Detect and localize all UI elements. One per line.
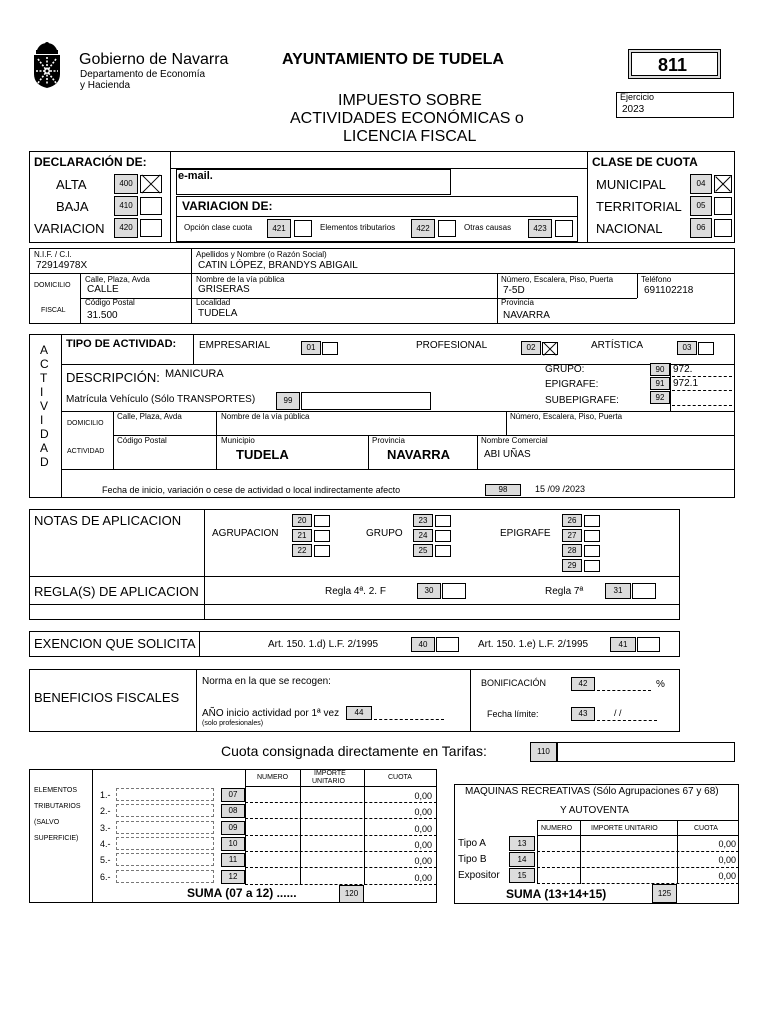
tipo-actividad-label: TIPO DE ACTIVIDAD: (66, 338, 177, 350)
ejercicio-label: Ejercicio (620, 92, 655, 102)
tax-title-line2: ACTIVIDADES ECONÓMICAS o (290, 110, 524, 127)
elem-row-desc-field[interactable] (116, 788, 214, 801)
nacional-checkbox[interactable] (714, 219, 732, 237)
declaracion-title: DECLARACIÓN DE: (34, 155, 147, 169)
fiscal-label: FISCAL (41, 307, 66, 314)
epigrafe-notas-checkbox[interactable] (584, 545, 600, 557)
cp-value[interactable]: 31.500 (87, 310, 118, 321)
provincia-label: Provincia (501, 298, 534, 307)
maq-row-code: 14 (509, 852, 535, 867)
regla4-label: Regla 4ª. 2. F (325, 586, 386, 597)
territorial-checkbox[interactable] (714, 197, 732, 215)
act-municipio-label: Municipio (221, 436, 255, 445)
baja-code: 410 (114, 196, 138, 216)
regla4-field[interactable] (442, 583, 466, 599)
elem-row-number: 5.- (100, 855, 111, 866)
maq-row-cuota[interactable]: 0,00 (718, 839, 736, 849)
fecha-limite-label: Fecha límite: (487, 709, 539, 719)
act-domicilio-label: DOMICILIO (67, 420, 104, 427)
epigrafe-notas-code: 28 (562, 544, 582, 557)
maq-row-line (537, 883, 739, 884)
otras-causas-checkbox[interactable] (555, 220, 573, 237)
variacion-checkbox[interactable] (140, 219, 162, 237)
agrupacion-checkbox[interactable] (314, 530, 330, 542)
epigrafe-label: EPIGRAFE: (545, 379, 599, 390)
regla7-field[interactable] (632, 583, 656, 599)
maq-row-cuota[interactable]: 0,00 (718, 871, 736, 881)
pct-sign: % (656, 679, 665, 690)
maq-col-cuota: CUOTA (694, 825, 718, 832)
actividad-vertical-letter: I (40, 413, 44, 427)
elem-row-number: 3.- (100, 822, 111, 833)
profesional-checkbox[interactable] (542, 342, 558, 355)
municipal-label: MUNICIPAL (596, 177, 666, 192)
tax-title-line1: IMPUESTO SOBRE (338, 92, 482, 109)
regla7-code: 31 (605, 583, 631, 599)
elem-row-number: 4.- (100, 838, 111, 849)
reglas-title: REGLA(S) DE APLICACION (34, 584, 199, 599)
subepigrafe-code: 92 (650, 391, 670, 404)
grupo-notas-label: GRUPO (366, 528, 403, 539)
agrupacion-checkbox[interactable] (314, 515, 330, 527)
nacional-label: NACIONAL (596, 221, 663, 236)
elem-suma-label: SUMA (07 a 12) ...... (187, 886, 297, 900)
empresarial-label: EMPRESARIAL (199, 340, 271, 351)
elem-row-desc-field[interactable] (116, 870, 214, 883)
baja-checkbox[interactable] (140, 197, 162, 215)
localidad-value[interactable]: TUDELA (198, 308, 238, 319)
elem-row-cuota[interactable]: 0,00 (414, 807, 432, 818)
maq-row-cuota[interactable]: 0,00 (718, 855, 736, 865)
territorial-code: 05 (690, 196, 712, 216)
baja-label: BAJA (56, 199, 89, 214)
act-municipio-value[interactable]: TUDELA (236, 447, 289, 462)
elementos-side-label: TRIBUTARIOS (34, 803, 81, 810)
exencion-title: EXENCION QUE SOLICITA (34, 636, 196, 651)
calle-label: Calle, Plaza, Avda (85, 275, 150, 284)
solo-profesionales-label: (solo profesionales) (202, 720, 264, 727)
notas-title: NOTAS DE APLICACION (34, 513, 182, 528)
norma-label: Norma en la que se recogen: (202, 676, 331, 687)
domicilio-fiscal-label: DOMICILIO (34, 282, 71, 289)
gov-name: Gobierno de Navarra (79, 51, 229, 68)
grupo-code: 90 (650, 363, 670, 376)
matricula-label: Matrícula Vehículo (Sólo TRANSPORTES) (66, 394, 256, 405)
fecha-inicio-value[interactable]: 15 /09 /2023 (535, 484, 586, 494)
act-provincia-value[interactable]: NAVARRA (387, 447, 451, 462)
opcion-clase-label: Opción clase cuota (184, 223, 253, 232)
fecha-inicio-label: Fecha de inicio, variación o cese de actividad o local indirectamente afecto (102, 485, 401, 495)
elem-col-importe2: UNITARIO (312, 778, 345, 785)
model-number: 811 (658, 55, 688, 75)
elementos-side-label: ELEMENTOS (34, 787, 78, 794)
grupo-value[interactable]: 972. (673, 364, 693, 375)
cuota-tarifas-label: Cuota consignada directamente en Tarifas: (221, 743, 487, 759)
epigrafe-value[interactable]: 972.1 (673, 378, 699, 389)
maq-suma-label: SUMA (13+14+15) (506, 887, 607, 901)
elem-row-desc-field[interactable] (116, 821, 214, 834)
nombre-label: Apellidos y Nombre (o Razón Social) (196, 250, 327, 259)
bonificacion-code: 42 (571, 677, 595, 691)
elem-row-code: 12 (221, 870, 245, 884)
act-numero-label: Número, Escalera, Piso, Puerta (510, 412, 623, 421)
elementos-side-label: (SALVO (34, 819, 60, 826)
cuota-tarifas-field[interactable] (557, 742, 735, 762)
grupo-notas-checkbox[interactable] (435, 545, 451, 557)
via-value[interactable]: GRISERAS (198, 284, 250, 295)
actividad-vertical-letter: C (40, 357, 49, 371)
nombre-comercial-value[interactable]: ABI UÑAS (484, 449, 531, 460)
art2-code: 41 (610, 637, 636, 652)
opcion-clase-code: 421 (267, 219, 291, 238)
opcion-clase-checkbox[interactable] (294, 220, 312, 237)
elem-row-code: 07 (221, 788, 245, 802)
maq-row-line (537, 867, 739, 868)
agrupacion-code: 20 (292, 514, 312, 527)
art1-label: Art. 150. 1.d) L.F. 2/1995 (268, 639, 379, 650)
elem-col-cuota: CUOTA (388, 774, 412, 781)
elementos-label: Elementos tributarios (320, 223, 396, 232)
elem-row-cuota[interactable]: 0,00 (414, 823, 432, 834)
numero-value[interactable]: 7-5D (503, 285, 525, 296)
regla7-label: Regla 7ª (545, 586, 584, 597)
maq-row-code: 15 (509, 868, 535, 883)
artistica-label: ARTÍSTICA (591, 340, 644, 351)
cuota-tarifas-code: 110 (530, 742, 557, 762)
actividad-vertical-letter: T (40, 371, 48, 385)
elem-row-line (245, 835, 437, 836)
ayuntamiento-title: AYUNTAMIENTO DE TUDELA (282, 51, 504, 68)
numero-label: Número, Escalera, Piso, Puerta (501, 275, 614, 284)
ejercicio-value: 2023 (622, 104, 645, 115)
fecha-inicio-code: 98 (485, 484, 521, 496)
grupo-notas-code: 24 (413, 529, 433, 542)
maq-suma-code: 125 (652, 884, 677, 903)
variacion-code: 420 (114, 218, 138, 238)
epigrafe-code: 91 (650, 377, 670, 390)
epigrafe-notas-label: EPIGRAFE (500, 528, 551, 539)
elem-suma-code: 120 (339, 885, 364, 903)
nombre-value[interactable]: CATIN LÓPEZ, BRANDYS ABIGAIL (198, 260, 358, 271)
elementos-code: 422 (411, 219, 435, 238)
art2-label: Art. 150. 1.e) L.F. 2/1995 (478, 639, 589, 650)
elem-row-code: 10 (221, 837, 245, 851)
email-label: e-mail. (178, 170, 213, 182)
grupo-notas-code: 25 (413, 544, 433, 557)
navarra-coat-of-arms-icon (30, 40, 64, 90)
maq-row-line (537, 851, 739, 852)
maq-row-label: Tipo B (458, 854, 487, 865)
elem-row-line (245, 867, 437, 868)
telefono-label: Teléfono (641, 275, 672, 284)
act-cp-label: Código Postal (117, 436, 167, 445)
municipal-code: 04 (690, 174, 712, 194)
elem-row-desc-field[interactable] (116, 804, 214, 817)
art2-checkbox[interactable] (637, 637, 660, 652)
cp-label: Código Postal (85, 298, 135, 307)
art1-code: 40 (411, 637, 435, 652)
localidad-label: Localidad (196, 298, 231, 307)
elem-row-desc-field[interactable] (116, 837, 214, 850)
elem-row-cuota[interactable]: 0,00 (414, 872, 432, 883)
regla4-code: 30 (417, 583, 441, 599)
nif-value[interactable]: 72914978X (36, 260, 88, 271)
elem-row-cuota[interactable]: 0,00 (414, 839, 432, 850)
nif-label: N.I.F. / C.I. (34, 250, 72, 259)
act-provincia-label: Provincia (372, 436, 405, 445)
elem-col-numero: NUMERO (257, 774, 289, 781)
elem-row-number: 2.- (100, 806, 111, 817)
bonificacion-label: BONIFICACIÓN (481, 678, 547, 688)
grupo-notas-checkbox[interactable] (435, 530, 451, 542)
sujeto-section (29, 248, 735, 324)
municipal-checkbox[interactable] (714, 175, 732, 193)
elem-row-number: 1.- (100, 790, 111, 800)
act-via-label: Nombre de la vía pública (221, 412, 310, 421)
ano-inicio-code: 44 (346, 706, 372, 720)
artistica-code: 03 (677, 341, 697, 355)
maq-col-importe: IMPORTE UNITARIO (591, 825, 658, 832)
descripcion-label: DESCRIPCIÓN: (66, 370, 160, 385)
nombre-comercial-label: Nombre Comercial (481, 436, 548, 445)
telefono-value[interactable]: 691102218 (644, 285, 694, 296)
variacion-label: VARIACION (34, 221, 105, 236)
email-field[interactable] (176, 169, 451, 195)
epigrafe-notas-checkbox[interactable] (584, 530, 600, 542)
matricula-field[interactable] (301, 392, 431, 410)
act-calle-label: Calle, Plaza, Avda (117, 412, 182, 421)
art1-checkbox[interactable] (436, 637, 459, 652)
act-actividad-label: ACTIVIDAD (67, 448, 105, 455)
grupo-notas-checkbox[interactable] (435, 515, 451, 527)
tax-title-line3: LICENCIA FISCAL (343, 128, 477, 145)
actividad-vertical-letter: I (40, 385, 44, 399)
actividad-vertical-letter: A (40, 343, 49, 357)
alta-checkbox[interactable] (140, 175, 162, 193)
epigrafe-notas-code: 27 (562, 529, 582, 542)
subepigrafe-label: SUBEPIGRAFE: (545, 395, 619, 406)
alta-label: ALTA (56, 177, 87, 192)
maquinas-title2: Y AUTOVENTA (560, 805, 629, 816)
actividad-vertical-letter: D (40, 427, 49, 441)
profesional-label: PROFESIONAL (416, 340, 488, 351)
elem-row-line (245, 818, 437, 819)
provincia-value[interactable]: NAVARRA (503, 310, 550, 321)
grupo-notas-code: 23 (413, 514, 433, 527)
actividad-vertical-letter: A (40, 441, 49, 455)
beneficios-title: BENEFICIOS FISCALES (34, 690, 180, 705)
via-label: Nombre de la vía pública (196, 275, 285, 284)
nacional-code: 06 (690, 218, 712, 238)
epigrafe-notas-checkbox[interactable] (584, 515, 600, 527)
maq-row-label: Tipo A (458, 838, 486, 849)
grupo-label: GRUPO: (545, 364, 585, 375)
ano-inicio-label: AÑO inicio actividad por 1ª vez (202, 708, 340, 719)
agrupacion-code: 21 (292, 529, 312, 542)
epigrafe-notas-code: 29 (562, 559, 582, 572)
otras-causas-code: 423 (528, 219, 552, 238)
actividad-vertical-letter: D (40, 455, 49, 469)
agrupacion-checkbox[interactable] (314, 545, 330, 557)
maquinas-title1: MAQUINAS RECREATIVAS (Sólo Agrupaciones 67 y 68) (465, 786, 719, 797)
elementos-side-label: SUPERFICIE) (34, 835, 79, 842)
descripcion-value[interactable]: MANICURA (165, 368, 224, 380)
elem-row-code: 11 (221, 853, 245, 867)
epigrafe-notas-checkbox[interactable] (584, 560, 600, 572)
empresarial-checkbox[interactable] (322, 342, 338, 355)
clase-cuota-title: CLASE DE CUOTA (592, 155, 698, 169)
actividad-vertical-letter: V (40, 399, 49, 413)
elem-row-desc-field[interactable] (116, 853, 214, 866)
territorial-label: TERRITORIAL (596, 199, 682, 214)
otras-causas-label: Otras causas (464, 223, 512, 232)
elem-row-number: 6.- (100, 871, 111, 882)
alta-code: 400 (114, 174, 138, 194)
dept-line1: Departamento de Economía (80, 69, 206, 80)
variacion-de-title: VARIACION DE: (182, 199, 273, 213)
elem-col-importe1: IMPORTE (314, 770, 346, 777)
artistica-checkbox[interactable] (698, 342, 714, 355)
elem-row-cuota[interactable]: 0,00 (414, 856, 432, 867)
fecha-limite-separators: / / (614, 708, 622, 718)
empresarial-code: 01 (301, 341, 321, 355)
agrupacion-label: AGRUPACION (212, 528, 279, 539)
calle-value[interactable]: CALLE (87, 284, 119, 295)
elem-row-line (245, 851, 437, 852)
profesional-code: 02 (521, 341, 541, 355)
maq-col-numero: NUMERO (541, 825, 573, 832)
agrupacion-code: 22 (292, 544, 312, 557)
maq-row-label: Expositor (458, 870, 500, 881)
matricula-code: 99 (276, 392, 300, 410)
elem-row-code: 08 (221, 804, 245, 818)
elementos-checkbox[interactable] (438, 220, 456, 237)
elem-row-line (245, 802, 437, 803)
epigrafe-notas-code: 26 (562, 514, 582, 527)
maq-row-code: 13 (509, 836, 535, 851)
elem-row-cuota[interactable]: 0,00 (414, 791, 432, 801)
dept-line2: y Hacienda (80, 80, 131, 91)
fecha-limite-code: 43 (571, 707, 595, 721)
elem-row-code: 09 (221, 821, 245, 835)
